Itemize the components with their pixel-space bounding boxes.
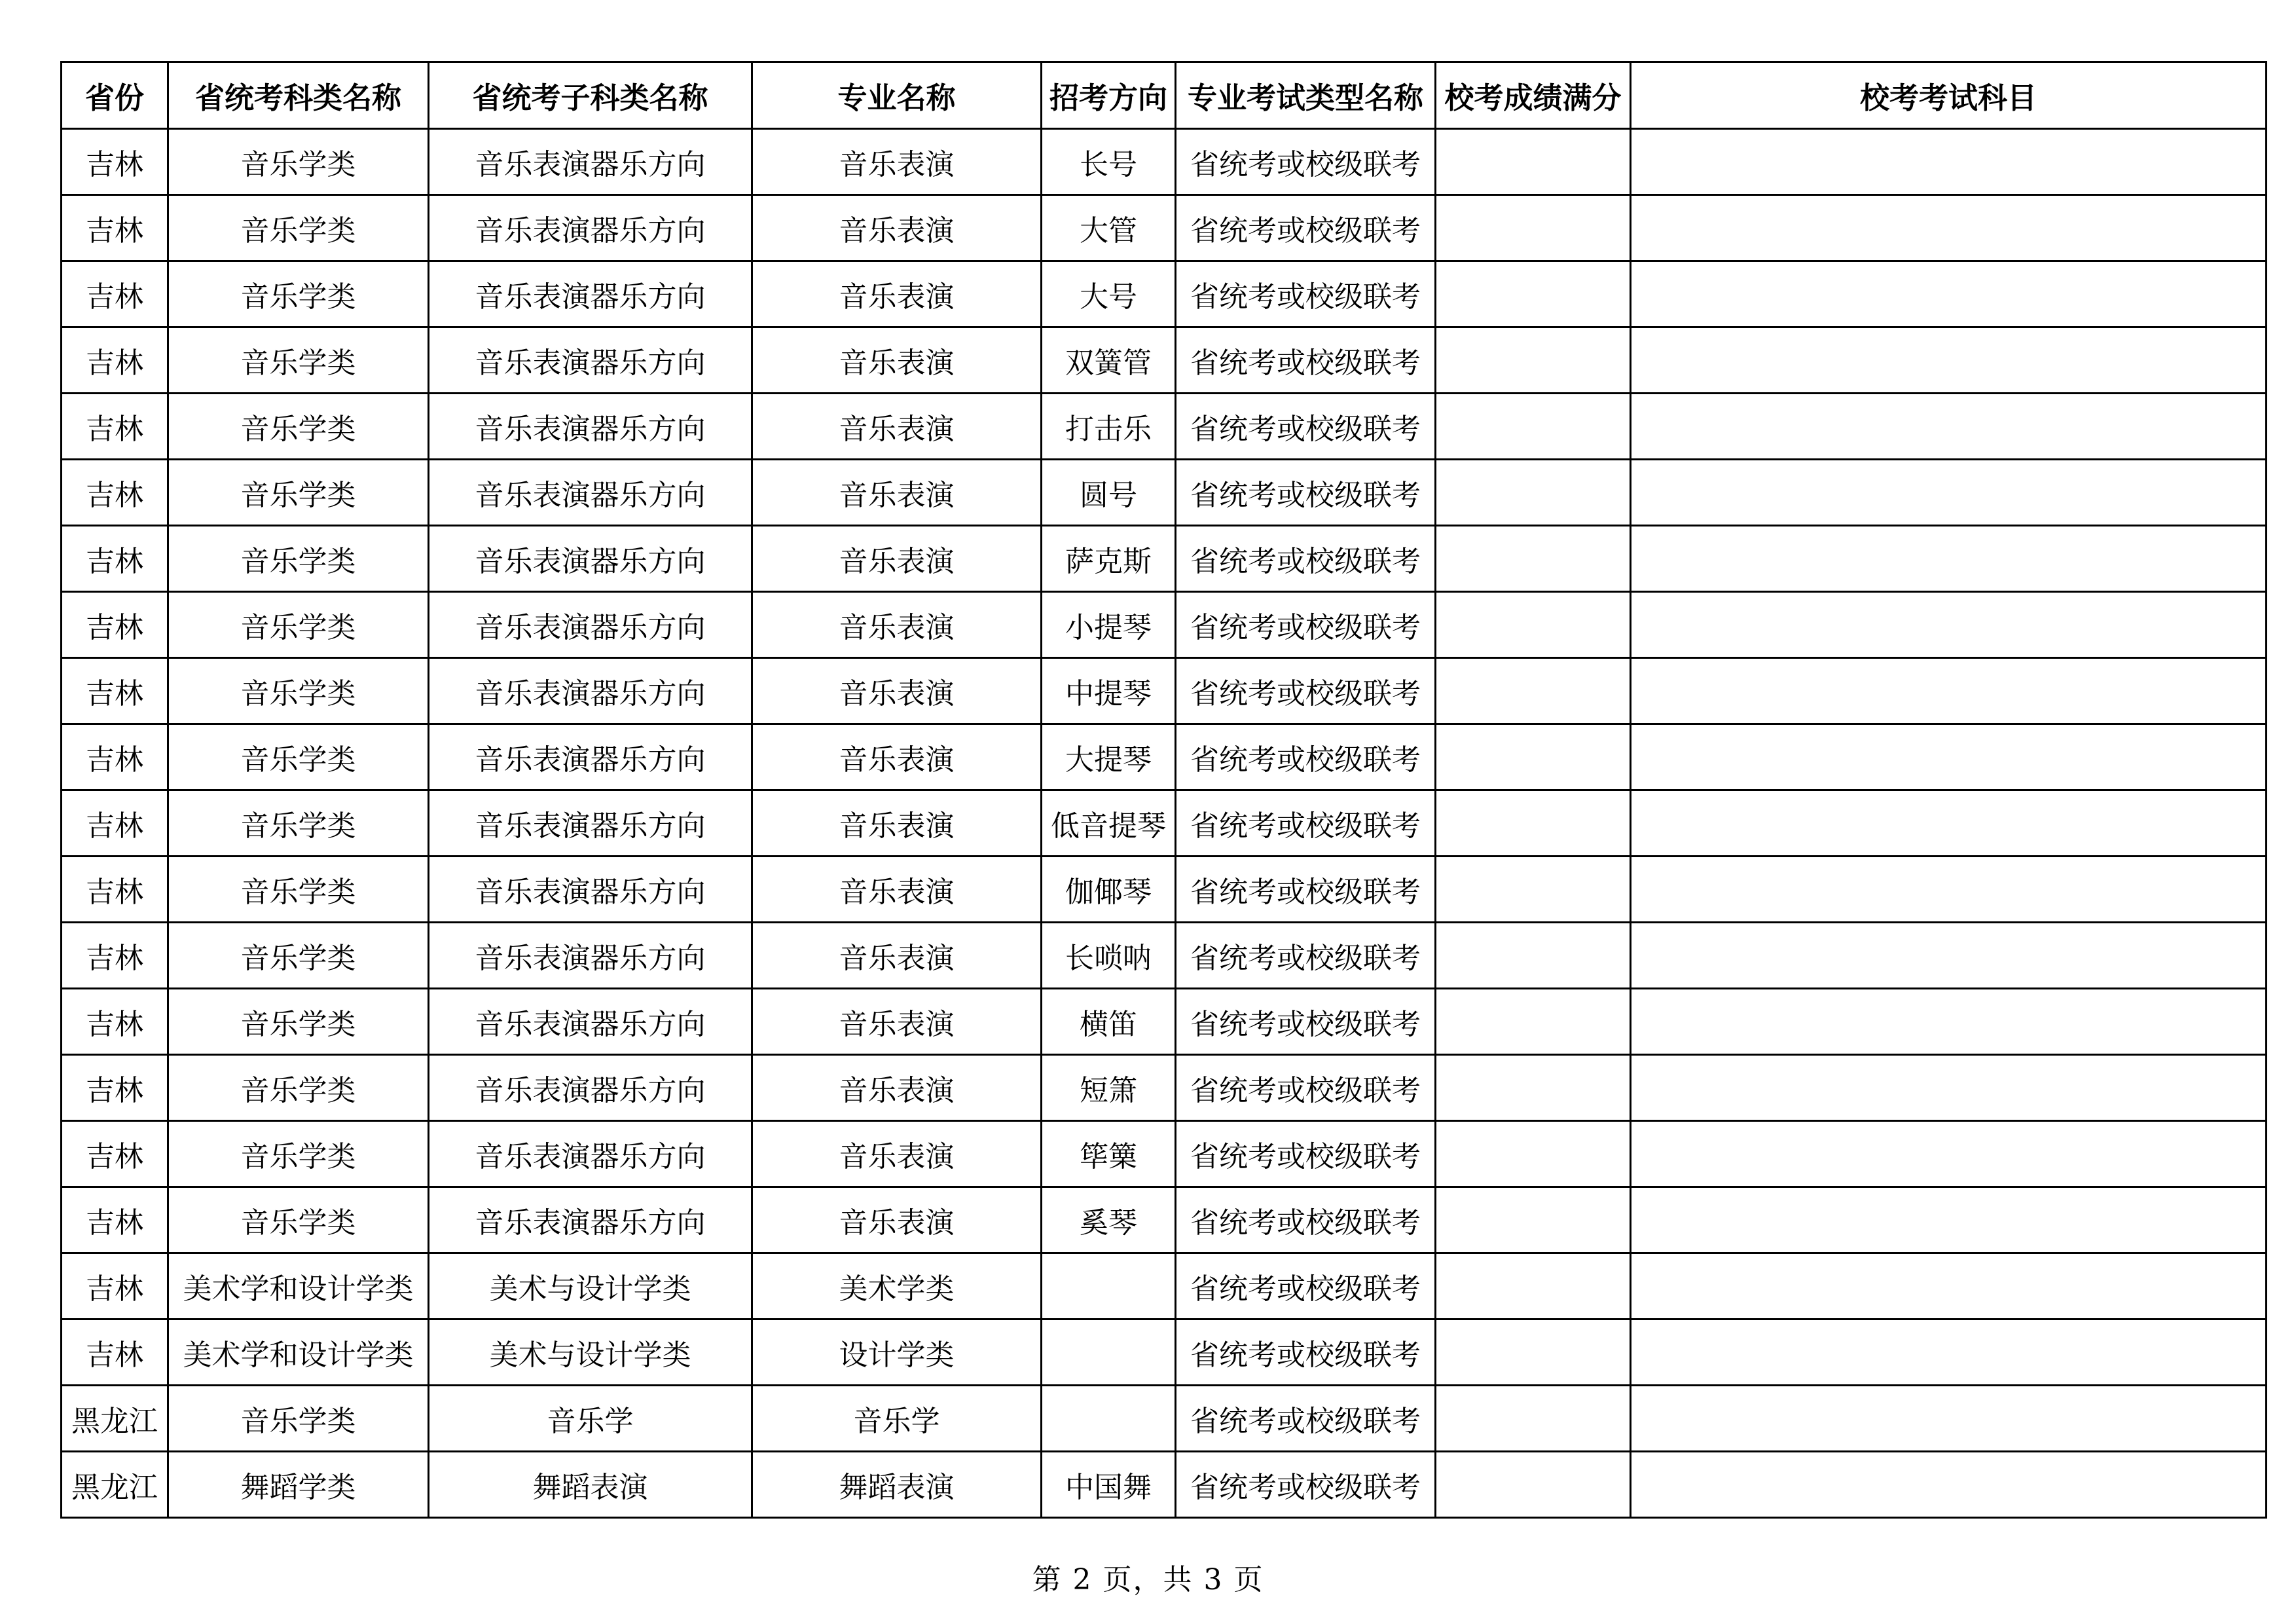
header-exam-type: 专业考试类型名称 (1176, 62, 1436, 129)
cell-subcategory: 音乐表演器乐方向 (429, 195, 752, 261)
cell-exam-subjects (1631, 526, 2267, 592)
cell-exam-type: 省统考或校级联考 (1176, 1320, 1436, 1386)
cell-category: 音乐学类 (168, 195, 429, 261)
cell-exam-subjects (1631, 592, 2267, 658)
cell-category: 音乐学类 (168, 592, 429, 658)
cell-direction: 奚琴 (1042, 1187, 1176, 1253)
header-major: 专业名称 (752, 62, 1042, 129)
cell-full-score (1436, 394, 1631, 460)
cell-exam-subjects (1631, 658, 2267, 724)
cell-exam-type: 省统考或校级联考 (1176, 923, 1436, 989)
table-body (62, 129, 2267, 1518)
table-row (62, 129, 2267, 195)
cell-exam-subjects (1631, 1320, 2267, 1386)
cell-major: 音乐表演 (752, 1187, 1042, 1253)
cell-full-score (1436, 327, 1631, 394)
cell-direction: 圆号 (1042, 460, 1176, 526)
table-row (62, 526, 2267, 592)
cell-category: 音乐学类 (168, 857, 429, 923)
cell-exam-type: 省统考或校级联考 (1176, 327, 1436, 394)
cell-major: 设计学类 (752, 1320, 1042, 1386)
cell-province: 吉林 (62, 857, 168, 923)
cell-subcategory: 音乐表演器乐方向 (429, 724, 752, 790)
cell-major: 音乐表演 (752, 1055, 1042, 1121)
cell-province: 黑龙江 (62, 1386, 168, 1452)
table-row (62, 1187, 2267, 1253)
cell-exam-type: 省统考或校级联考 (1176, 790, 1436, 857)
cell-category: 音乐学类 (168, 989, 429, 1055)
cell-exam-subjects (1631, 1386, 2267, 1452)
cell-full-score (1436, 1320, 1631, 1386)
cell-direction: 长唢呐 (1042, 923, 1176, 989)
cell-category: 音乐学类 (168, 790, 429, 857)
cell-exam-subjects (1631, 989, 2267, 1055)
header-exam-subjects: 校考考试科目 (1631, 62, 2267, 129)
table-row (62, 1386, 2267, 1452)
cell-major: 音乐表演 (752, 195, 1042, 261)
header-subcategory: 省统考子科类名称 (429, 62, 752, 129)
cell-exam-subjects (1631, 1452, 2267, 1518)
cell-subcategory: 美术与设计学类 (429, 1320, 752, 1386)
cell-full-score (1436, 261, 1631, 327)
cell-exam-type: 省统考或校级联考 (1176, 592, 1436, 658)
cell-subcategory: 音乐学 (429, 1386, 752, 1452)
table-row (62, 261, 2267, 327)
cell-exam-type: 省统考或校级联考 (1176, 129, 1436, 195)
cell-exam-type: 省统考或校级联考 (1176, 857, 1436, 923)
cell-exam-subjects (1631, 394, 2267, 460)
cell-category: 音乐学类 (168, 658, 429, 724)
cell-direction: 低音提琴 (1042, 790, 1176, 857)
table-row (62, 460, 2267, 526)
cell-direction: 大管 (1042, 195, 1176, 261)
cell-major: 舞蹈表演 (752, 1452, 1042, 1518)
cell-exam-type: 省统考或校级联考 (1176, 1386, 1436, 1452)
cell-direction: 小提琴 (1042, 592, 1176, 658)
cell-major: 音乐表演 (752, 857, 1042, 923)
cell-direction: 短箫 (1042, 1055, 1176, 1121)
cell-exam-type: 省统考或校级联考 (1176, 460, 1436, 526)
cell-exam-type: 省统考或校级联考 (1176, 1187, 1436, 1253)
cell-major: 音乐表演 (752, 394, 1042, 460)
cell-exam-subjects (1631, 195, 2267, 261)
cell-direction: 中提琴 (1042, 658, 1176, 724)
cell-direction: 双簧管 (1042, 327, 1176, 394)
cell-exam-type: 省统考或校级联考 (1176, 195, 1436, 261)
cell-category: 音乐学类 (168, 261, 429, 327)
cell-full-score (1436, 526, 1631, 592)
cell-major: 音乐表演 (752, 790, 1042, 857)
cell-full-score (1436, 1055, 1631, 1121)
cell-category: 音乐学类 (168, 1055, 429, 1121)
header-full-score: 校考成绩满分 (1436, 62, 1631, 129)
cell-subcategory: 音乐表演器乐方向 (429, 857, 752, 923)
cell-exam-type: 省统考或校级联考 (1176, 1055, 1436, 1121)
cell-subcategory: 音乐表演器乐方向 (429, 1121, 752, 1187)
cell-full-score (1436, 790, 1631, 857)
cell-subcategory: 音乐表演器乐方向 (429, 592, 752, 658)
cell-category: 舞蹈学类 (168, 1452, 429, 1518)
cell-exam-subjects (1631, 724, 2267, 790)
cell-category: 美术学和设计学类 (168, 1253, 429, 1320)
cell-direction: 伽倻琴 (1042, 857, 1176, 923)
cell-subcategory: 舞蹈表演 (429, 1452, 752, 1518)
table-row (62, 327, 2267, 394)
cell-direction: 萨克斯 (1042, 526, 1176, 592)
cell-exam-subjects (1631, 1121, 2267, 1187)
cell-exam-type: 省统考或校级联考 (1176, 724, 1436, 790)
cell-subcategory: 音乐表演器乐方向 (429, 1187, 752, 1253)
cell-full-score (1436, 923, 1631, 989)
cell-province: 吉林 (62, 1121, 168, 1187)
table-row (62, 1452, 2267, 1518)
cell-exam-type: 省统考或校级联考 (1176, 261, 1436, 327)
cell-subcategory: 音乐表演器乐方向 (429, 790, 752, 857)
cell-exam-type: 省统考或校级联考 (1176, 526, 1436, 592)
table-row (62, 195, 2267, 261)
cell-province: 吉林 (62, 923, 168, 989)
table-row (62, 1121, 2267, 1187)
cell-exam-type: 省统考或校级联考 (1176, 658, 1436, 724)
cell-subcategory: 音乐表演器乐方向 (429, 526, 752, 592)
cell-direction: 大提琴 (1042, 724, 1176, 790)
cell-major: 音乐表演 (752, 592, 1042, 658)
cell-category: 音乐学类 (168, 1187, 429, 1253)
cell-subcategory: 音乐表演器乐方向 (429, 989, 752, 1055)
cell-province: 吉林 (62, 592, 168, 658)
cell-direction: 横笛 (1042, 989, 1176, 1055)
cell-province: 吉林 (62, 1253, 168, 1320)
cell-province: 吉林 (62, 989, 168, 1055)
cell-major: 音乐学 (752, 1386, 1042, 1452)
cell-province: 黑龙江 (62, 1452, 168, 1518)
cell-full-score (1436, 1386, 1631, 1452)
cell-subcategory: 音乐表演器乐方向 (429, 658, 752, 724)
cell-full-score (1436, 129, 1631, 195)
cell-major: 音乐表演 (752, 923, 1042, 989)
cell-major: 音乐表演 (752, 460, 1042, 526)
header-category: 省统考科类名称 (168, 62, 429, 129)
cell-exam-type: 省统考或校级联考 (1176, 1121, 1436, 1187)
admissions-table (60, 61, 2267, 1519)
cell-direction: 大号 (1042, 261, 1176, 327)
page-number: 第 2 页，共 3 页 (1032, 1563, 1264, 1596)
cell-exam-type: 省统考或校级联考 (1176, 1452, 1436, 1518)
cell-major: 音乐表演 (752, 327, 1042, 394)
cell-province: 吉林 (62, 195, 168, 261)
cell-subcategory: 音乐表演器乐方向 (429, 394, 752, 460)
cell-subcategory: 音乐表演器乐方向 (429, 460, 752, 526)
cell-full-score (1436, 989, 1631, 1055)
cell-province: 吉林 (62, 1187, 168, 1253)
cell-exam-subjects (1631, 129, 2267, 195)
cell-major: 美术学类 (752, 1253, 1042, 1320)
table-row (62, 989, 2267, 1055)
cell-exam-subjects (1631, 1187, 2267, 1253)
cell-exam-subjects (1631, 790, 2267, 857)
cell-full-score (1436, 1452, 1631, 1518)
cell-exam-type: 省统考或校级联考 (1176, 394, 1436, 460)
cell-direction: 筚篥 (1042, 1121, 1176, 1187)
table-row (62, 1055, 2267, 1121)
cell-exam-subjects (1631, 1253, 2267, 1320)
cell-subcategory: 音乐表演器乐方向 (429, 1055, 752, 1121)
cell-province: 吉林 (62, 724, 168, 790)
cell-subcategory: 音乐表演器乐方向 (429, 923, 752, 989)
cell-full-score (1436, 724, 1631, 790)
cell-direction (1042, 1386, 1176, 1452)
cell-exam-type: 省统考或校级联考 (1176, 1253, 1436, 1320)
cell-exam-subjects (1631, 261, 2267, 327)
cell-exam-subjects (1631, 1055, 2267, 1121)
cell-major: 音乐表演 (752, 526, 1042, 592)
cell-full-score (1436, 1253, 1631, 1320)
cell-full-score (1436, 592, 1631, 658)
cell-exam-subjects (1631, 460, 2267, 526)
table-row (62, 658, 2267, 724)
cell-subcategory: 音乐表演器乐方向 (429, 129, 752, 195)
cell-province: 吉林 (62, 129, 168, 195)
cell-exam-subjects (1631, 857, 2267, 923)
cell-full-score (1436, 195, 1631, 261)
cell-full-score (1436, 1187, 1631, 1253)
cell-major: 音乐表演 (752, 1121, 1042, 1187)
cell-subcategory: 音乐表演器乐方向 (429, 261, 752, 327)
cell-province: 吉林 (62, 790, 168, 857)
table-row (62, 724, 2267, 790)
header-row (62, 62, 2267, 129)
cell-province: 吉林 (62, 394, 168, 460)
cell-subcategory: 美术与设计学类 (429, 1253, 752, 1320)
cell-province: 吉林 (62, 327, 168, 394)
cell-major: 音乐表演 (752, 989, 1042, 1055)
header-province: 省份 (62, 62, 168, 129)
cell-direction: 长号 (1042, 129, 1176, 195)
table-row (62, 1253, 2267, 1320)
cell-category: 音乐学类 (168, 1121, 429, 1187)
cell-category: 音乐学类 (168, 526, 429, 592)
cell-direction (1042, 1320, 1176, 1386)
cell-category: 音乐学类 (168, 923, 429, 989)
cell-exam-subjects (1631, 327, 2267, 394)
cell-province: 吉林 (62, 261, 168, 327)
cell-subcategory: 音乐表演器乐方向 (429, 327, 752, 394)
cell-direction: 中国舞 (1042, 1452, 1176, 1518)
table-row (62, 1320, 2267, 1386)
cell-full-score (1436, 857, 1631, 923)
cell-province: 吉林 (62, 1320, 168, 1386)
cell-exam-type: 省统考或校级联考 (1176, 989, 1436, 1055)
cell-category: 音乐学类 (168, 394, 429, 460)
cell-full-score (1436, 1121, 1631, 1187)
table-row (62, 857, 2267, 923)
cell-category: 音乐学类 (168, 724, 429, 790)
table-row (62, 790, 2267, 857)
cell-category: 音乐学类 (168, 327, 429, 394)
cell-major: 音乐表演 (752, 658, 1042, 724)
table-row (62, 394, 2267, 460)
cell-category: 音乐学类 (168, 129, 429, 195)
cell-direction (1042, 1253, 1176, 1320)
cell-category: 音乐学类 (168, 1386, 429, 1452)
table-row (62, 592, 2267, 658)
cell-major: 音乐表演 (752, 724, 1042, 790)
cell-exam-subjects (1631, 923, 2267, 989)
cell-province: 吉林 (62, 658, 168, 724)
cell-major: 音乐表演 (752, 129, 1042, 195)
table-row (62, 923, 2267, 989)
cell-full-score (1436, 460, 1631, 526)
header-direction: 招考方向 (1042, 62, 1176, 129)
cell-province: 吉林 (62, 1055, 168, 1121)
cell-direction: 打击乐 (1042, 394, 1176, 460)
cell-province: 吉林 (62, 526, 168, 592)
cell-major: 音乐表演 (752, 261, 1042, 327)
cell-category: 美术学和设计学类 (168, 1320, 429, 1386)
cell-full-score (1436, 658, 1631, 724)
cell-category: 音乐学类 (168, 460, 429, 526)
cell-province: 吉林 (62, 460, 168, 526)
